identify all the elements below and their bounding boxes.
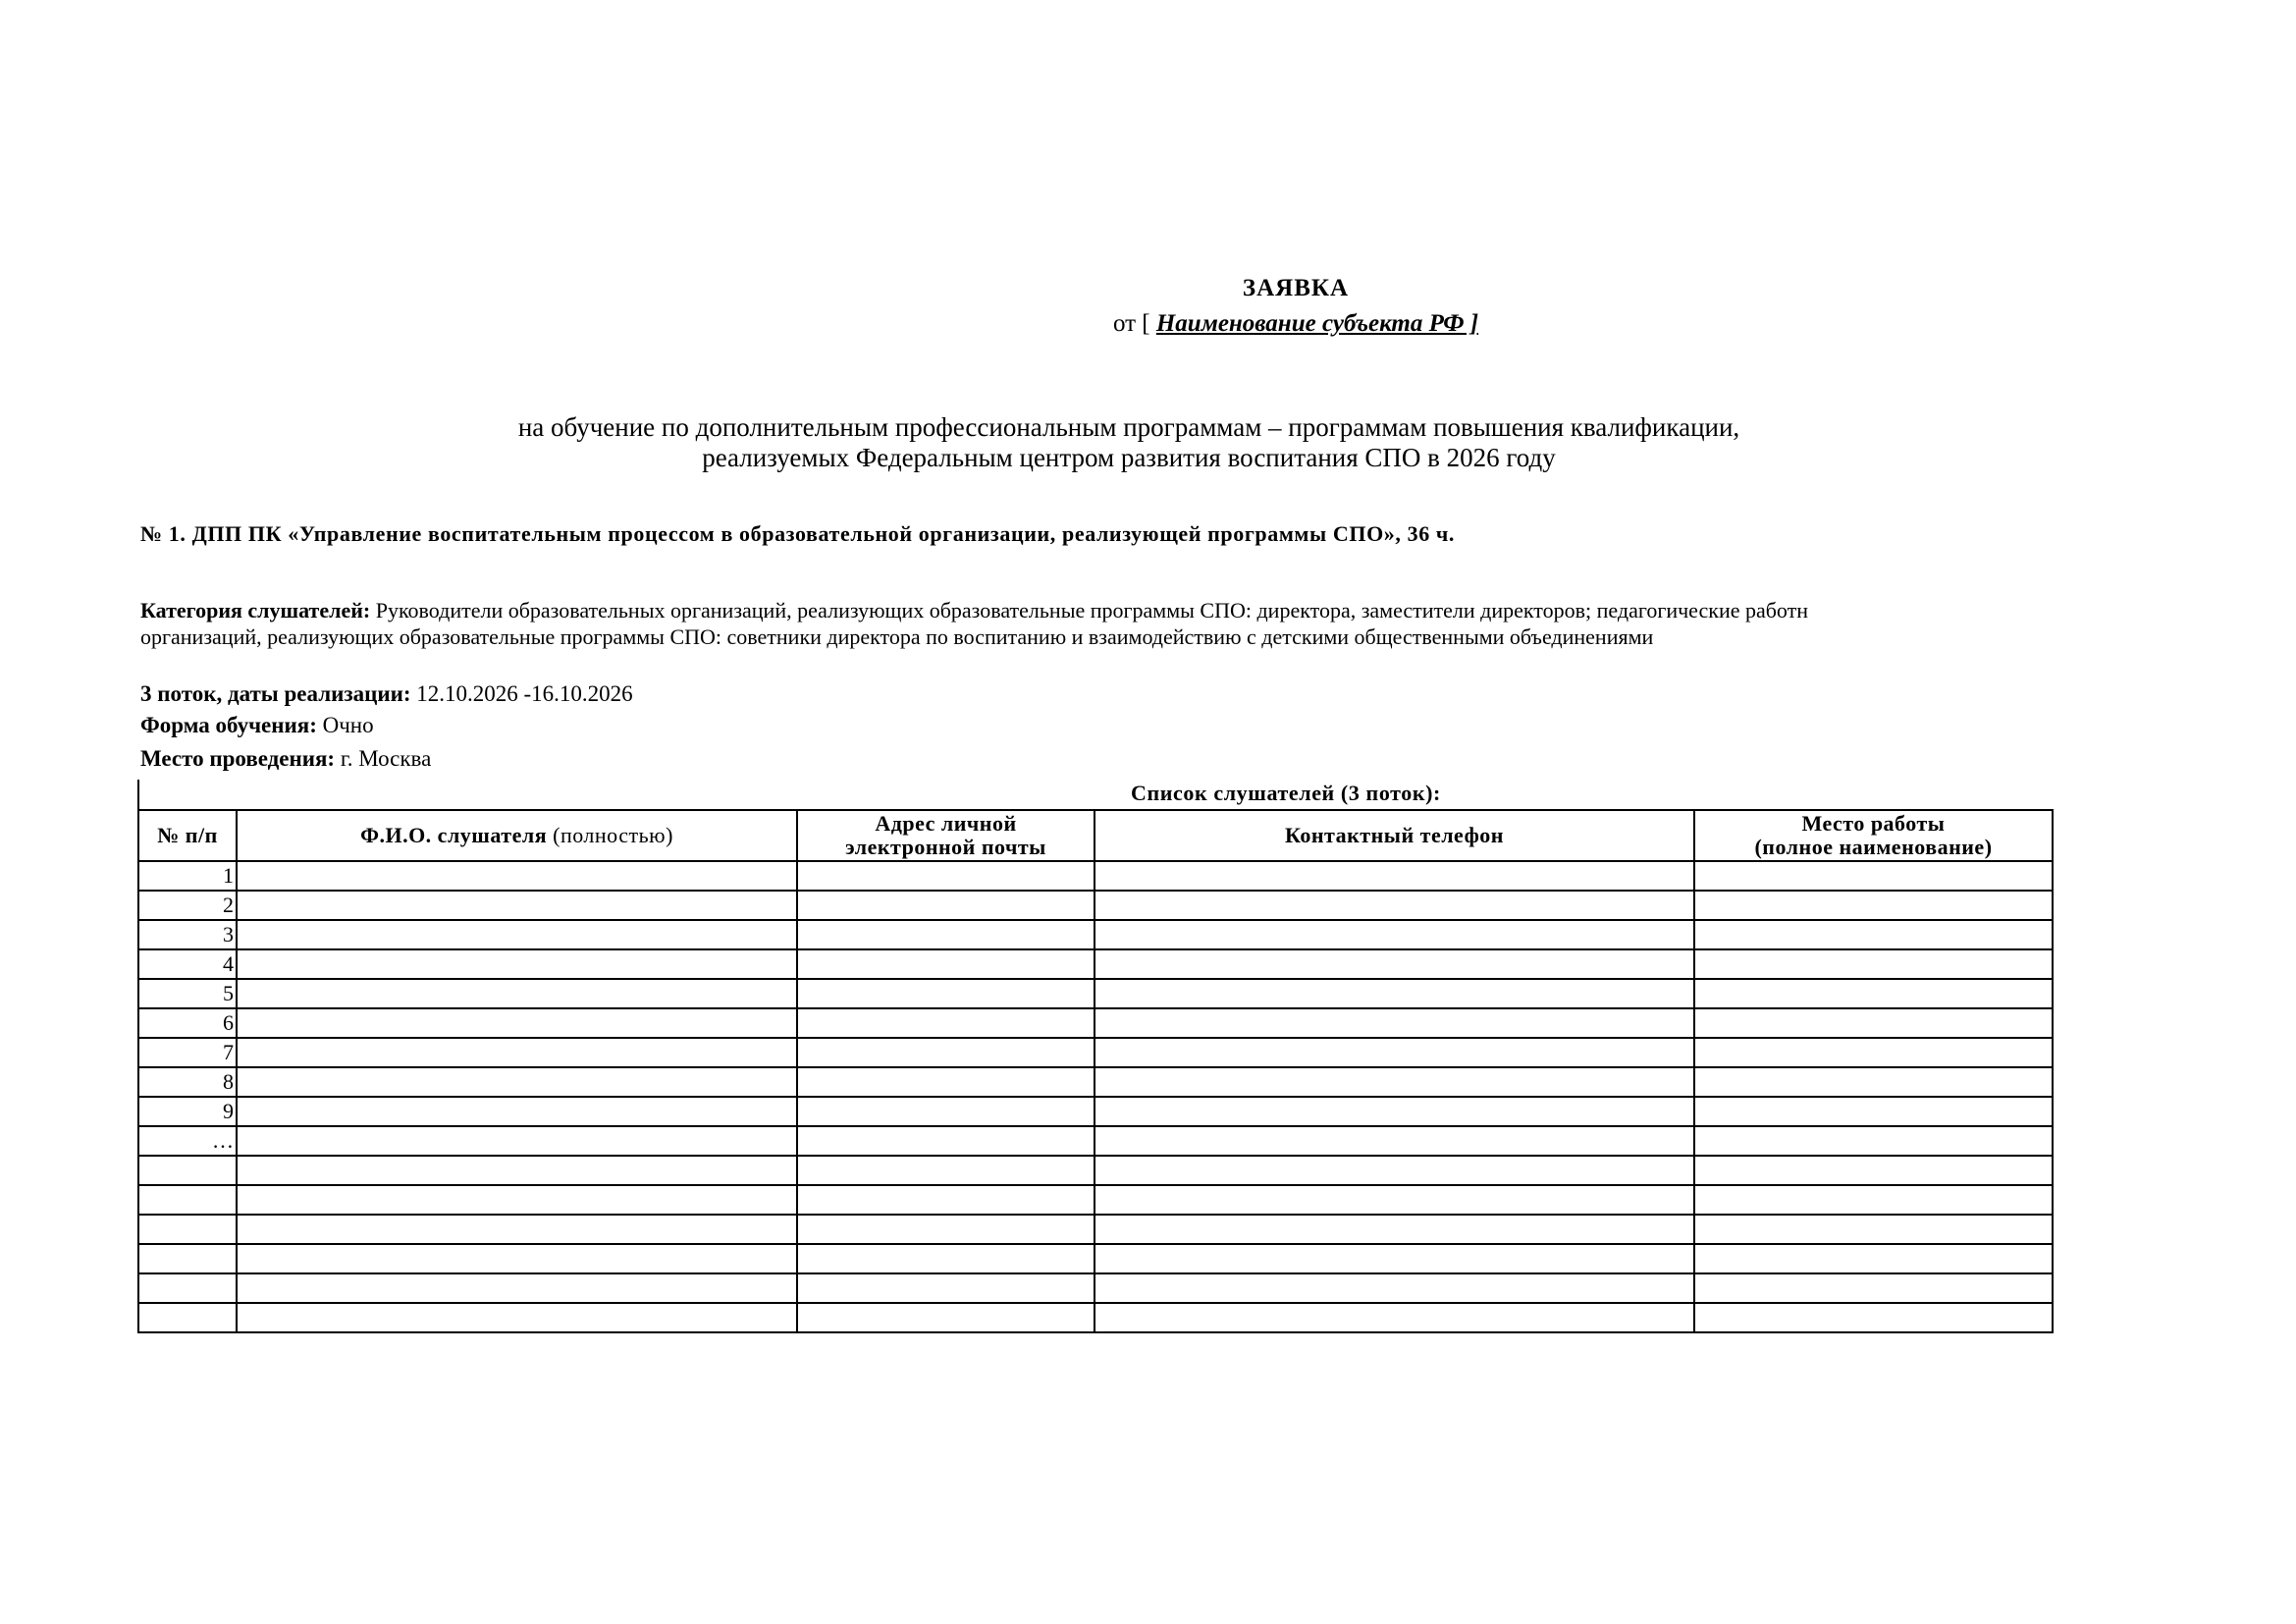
row-number-cell: 1	[138, 861, 237, 891]
subject-placeholder: Наименование субъекта РФ ]	[1155, 310, 1479, 337]
workplace-cell[interactable]	[1694, 1156, 2053, 1185]
workplace-cell[interactable]	[1694, 891, 2053, 920]
column-header-workplace-line-1: Место работы	[1801, 811, 1946, 836]
table-row	[138, 1126, 2053, 1156]
phone-cell[interactable]	[1095, 1185, 1694, 1215]
from-prefix: от [	[1112, 310, 1156, 337]
stream-label: 3 поток, даты реализации:	[140, 681, 411, 706]
listeners-list-caption: Список слушателей (3 поток):	[1130, 781, 1441, 805]
name-cell[interactable]	[237, 1215, 797, 1244]
table-body	[138, 861, 2053, 1332]
name-cell[interactable]	[237, 1097, 797, 1126]
column-header-phone: Контактный телефон	[1095, 810, 1694, 861]
email-cell[interactable]	[797, 949, 1095, 979]
row-number-cell: 2	[138, 891, 237, 920]
workplace-cell[interactable]	[1694, 1244, 2053, 1273]
category-text-1: Руководители образовательных организаций, реализующих образовательные программы СПО: директора, заместители директоров; педагогические работн	[370, 598, 1809, 623]
row-number-cell	[138, 1303, 237, 1332]
workplace-cell[interactable]	[1694, 949, 2053, 979]
row-number-cell: 9	[138, 1097, 237, 1126]
phone-cell[interactable]	[1095, 1273, 1694, 1303]
name-cell[interactable]	[237, 1273, 797, 1303]
workplace-cell[interactable]	[1694, 1273, 2053, 1303]
name-cell[interactable]	[237, 1244, 797, 1273]
name-cell[interactable]	[237, 1185, 797, 1215]
row-number-cell: 8	[138, 1067, 237, 1097]
name-cell[interactable]	[237, 861, 797, 891]
row-number-cell	[138, 1185, 237, 1215]
category-label: Категория слушателей:	[140, 598, 371, 623]
column-header-email-line-2: электронной почты	[845, 835, 1046, 859]
table-row	[138, 861, 2053, 891]
table-row	[138, 1273, 2053, 1303]
venue	[140, 746, 431, 772]
phone-cell[interactable]	[1095, 920, 1694, 949]
place-label: Место проведения:	[140, 746, 336, 771]
row-number-cell: 5	[138, 979, 237, 1008]
column-header-email	[797, 810, 1095, 861]
phone-cell[interactable]	[1095, 1156, 1694, 1185]
workplace-cell[interactable]	[1694, 920, 2053, 949]
row-number-cell	[138, 1215, 237, 1244]
table-row	[138, 1303, 2053, 1332]
name-cell[interactable]	[237, 891, 797, 920]
phone-cell[interactable]	[1095, 1008, 1694, 1038]
phone-cell[interactable]	[1095, 1244, 1694, 1273]
workplace-cell[interactable]	[1694, 1067, 2053, 1097]
place-value: г. Москва	[335, 746, 432, 771]
category-line-1	[140, 597, 2285, 623]
email-cell[interactable]	[797, 1215, 1095, 1244]
table-frame-rule	[137, 780, 139, 809]
email-cell[interactable]	[797, 1185, 1095, 1215]
table-row	[138, 1185, 2053, 1215]
name-cell[interactable]	[237, 1303, 797, 1332]
workplace-cell[interactable]	[1694, 1038, 2053, 1067]
subtitle-line-1: на обучение по дополнительным профессиональным программам – программам повышения квалификации,	[517, 412, 1740, 442]
document-title: ЗАЯВКА	[1242, 275, 1350, 301]
column-header-workplace-line-2: (полное наименование)	[1754, 835, 1993, 859]
table-row	[138, 1067, 2053, 1097]
stream-dates	[140, 681, 633, 707]
workplace-cell[interactable]	[1694, 1185, 2053, 1215]
category-line-2: организаций, реализующих образовательные программы СПО: советники директора по воспитанию и взаимодействию с детскими общественными объединениями	[140, 624, 1654, 649]
workplace-cell[interactable]	[1694, 1097, 2053, 1126]
column-header-email-line-1: Адрес личной	[875, 811, 1017, 836]
name-cell[interactable]	[237, 1038, 797, 1067]
workplace-cell[interactable]	[1694, 861, 2053, 891]
email-cell[interactable]	[797, 1126, 1095, 1156]
phone-cell[interactable]	[1095, 1126, 1694, 1156]
workplace-cell[interactable]	[1694, 1303, 2053, 1332]
phone-cell[interactable]	[1095, 979, 1694, 1008]
stream-value: 12.10.2026 -16.10.2026	[410, 681, 633, 706]
program-title: № 1. ДПП ПК «Управление воспитательным процессом в образовательной организации, реализующей программы СПО», 36 ч.	[140, 521, 1456, 546]
table-row	[138, 1038, 2053, 1067]
name-cell[interactable]	[237, 979, 797, 1008]
email-cell[interactable]	[797, 1244, 1095, 1273]
email-cell[interactable]	[797, 1156, 1095, 1185]
phone-cell[interactable]	[1095, 861, 1694, 891]
name-cell[interactable]	[237, 920, 797, 949]
phone-cell[interactable]	[1095, 1067, 1694, 1097]
workplace-cell[interactable]	[1694, 1215, 2053, 1244]
table-row	[138, 1156, 2053, 1185]
listeners-table	[137, 809, 2054, 1333]
row-number-cell	[138, 1273, 237, 1303]
table-row	[138, 920, 2053, 949]
document-subtitle	[363, 412, 1895, 473]
email-cell[interactable]	[797, 1008, 1095, 1038]
workplace-cell[interactable]	[1694, 979, 2053, 1008]
email-cell[interactable]	[797, 1067, 1095, 1097]
table-row	[138, 891, 2053, 920]
email-cell[interactable]	[797, 861, 1095, 891]
column-header-name	[237, 810, 797, 861]
table-row	[138, 979, 2053, 1008]
form-label: Форма обучения:	[140, 713, 317, 737]
column-header-workplace	[1694, 810, 2053, 861]
email-cell[interactable]	[797, 1273, 1095, 1303]
name-cell[interactable]	[237, 1008, 797, 1038]
column-header-name-bold: Ф.И.О. слушателя	[360, 823, 548, 847]
phone-cell[interactable]	[1095, 1097, 1694, 1126]
table-row	[138, 1097, 2053, 1126]
table-row	[138, 1008, 2053, 1038]
listener-category	[140, 597, 2285, 650]
phone-cell[interactable]	[1095, 1303, 1694, 1332]
row-number-cell: 6	[138, 1008, 237, 1038]
name-cell[interactable]	[237, 949, 797, 979]
from-line	[854, 310, 1737, 338]
phone-cell[interactable]	[1095, 1038, 1694, 1067]
subtitle-line-2: реализуемых Федеральным центром развития воспитания СПО в 2026 году	[702, 443, 1556, 472]
phone-cell[interactable]	[1095, 1215, 1694, 1244]
table-row	[138, 1215, 2053, 1244]
email-cell[interactable]	[797, 1097, 1095, 1126]
name-cell[interactable]	[237, 1156, 797, 1185]
table-header-row	[138, 810, 2053, 861]
phone-cell[interactable]	[1095, 949, 1694, 979]
row-number-cell	[138, 1244, 237, 1273]
table-row	[138, 1244, 2053, 1273]
row-number-cell	[138, 1156, 237, 1185]
column-header-number: № п/п	[138, 810, 237, 861]
row-number-cell: 7	[138, 1038, 237, 1067]
table-row	[138, 949, 2053, 979]
email-cell[interactable]	[797, 920, 1095, 949]
name-cell[interactable]	[237, 1067, 797, 1097]
email-cell[interactable]	[797, 1303, 1095, 1332]
row-number-cell: 4	[138, 949, 237, 979]
row-number-cell: …	[138, 1126, 237, 1156]
phone-cell[interactable]	[1095, 891, 1694, 920]
email-cell[interactable]	[797, 891, 1095, 920]
row-number-cell: 3	[138, 920, 237, 949]
workplace-cell[interactable]	[1694, 1008, 2053, 1038]
workplace-cell[interactable]	[1694, 1126, 2053, 1156]
study-form	[140, 713, 374, 738]
column-header-name-note: (полностью)	[547, 823, 673, 847]
email-cell[interactable]	[797, 1038, 1095, 1067]
name-cell[interactable]	[237, 1126, 797, 1156]
email-cell[interactable]	[797, 979, 1095, 1008]
form-value: Очно	[316, 713, 374, 737]
